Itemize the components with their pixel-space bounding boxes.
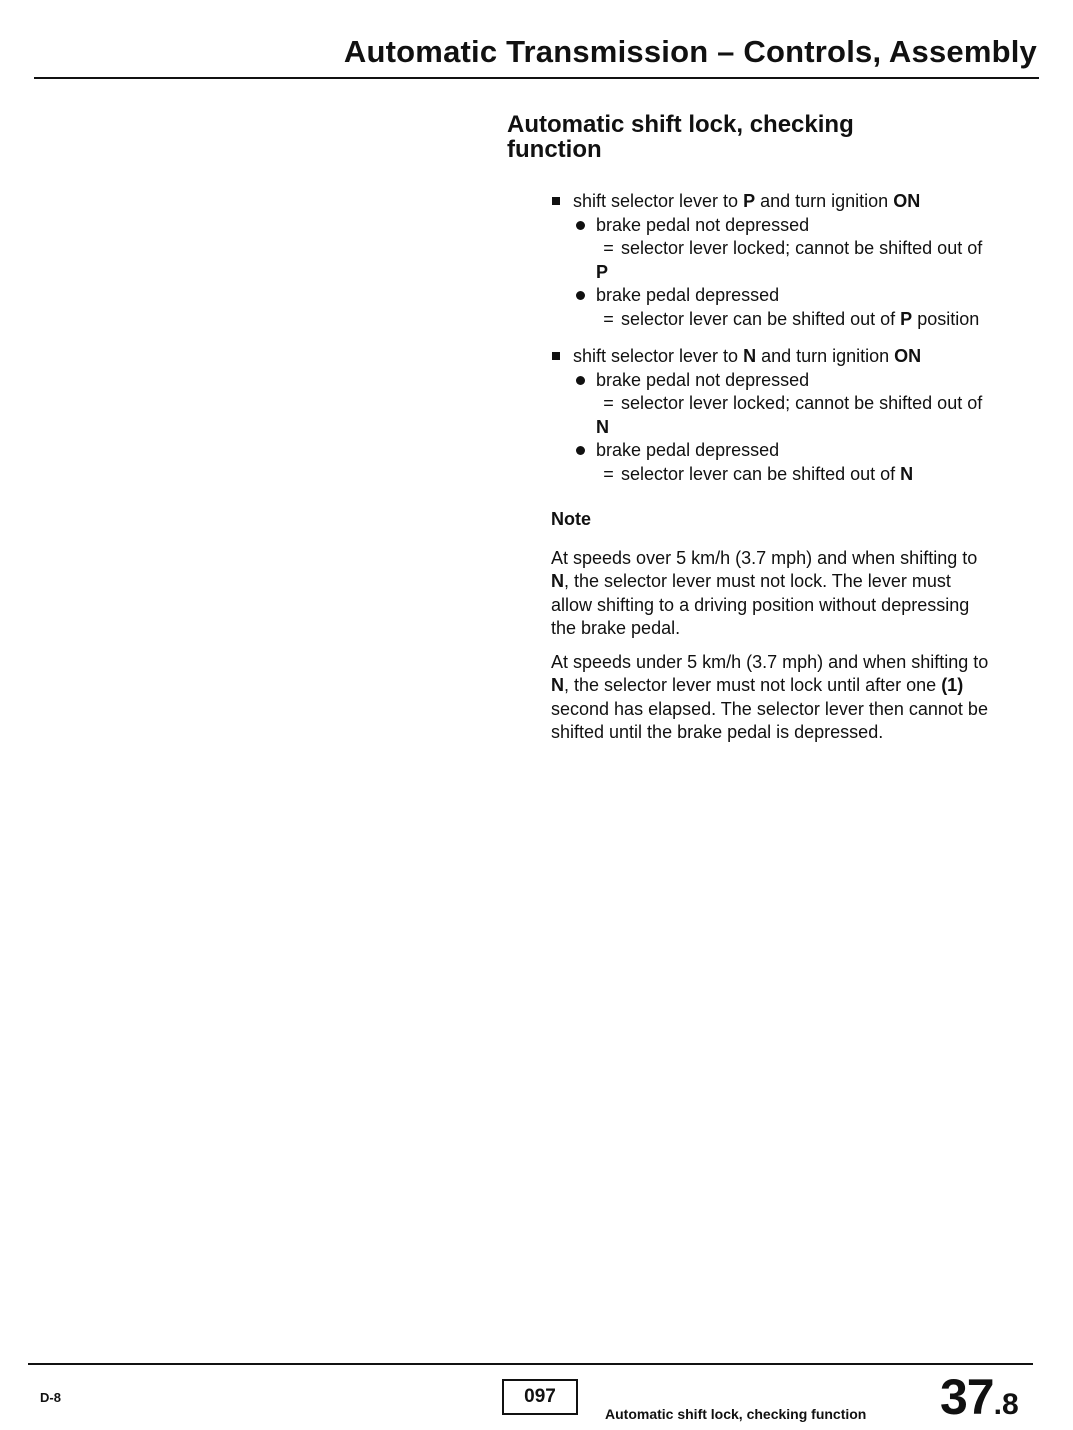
footer-code: D-8: [40, 1390, 61, 1405]
square-bullet-icon: [552, 352, 560, 360]
round-bullet-icon: [576, 291, 585, 300]
condition-result: = selector lever can be shifted out of N: [603, 463, 914, 484]
note-paragraph: At speeds over 5 km/h (3.7 mph) and when shifting to N, the selector lever must not lock. The lever must allow shifting to a driving position without depressing the brake pedal.: [551, 547, 978, 638]
condition-result: = selector lever locked; cannot be shifted out of N: [596, 393, 983, 437]
note-paragraph: At speeds under 5 km/h (3.7 mph) and when shifting to N, the selector lever must not lock until after one (1) second has elapsed. The selector lever then cannot be shifted until the brake pedal is depressed.: [551, 651, 989, 742]
section-heading: Automatic shift lock, checking function: [507, 111, 854, 163]
condition-result: = selector lever locked; cannot be shifted out of P: [596, 238, 983, 282]
condition-item: brake pedal depressed = selector lever can be shifted out of P position: [573, 284, 991, 331]
round-bullet-icon: [576, 221, 585, 230]
page-title: Automatic Transmission – Controls, Assembly: [343, 34, 1037, 69]
procedure-content: [551, 190, 991, 755]
step-instruction: shift selector lever to N and turn ignition ON: [573, 346, 922, 366]
footer-caption: Automatic shift lock, checking function: [605, 1406, 867, 1422]
page-number: 37.8: [940, 1369, 1019, 1425]
note-title: Note: [551, 509, 591, 529]
procedure-step: [551, 190, 991, 331]
condition-item: brake pedal not depressed = selector lever locked; cannot be shifted out of P: [573, 214, 991, 285]
header-divider: [34, 77, 1039, 79]
condition-item: brake pedal depressed = selector lever can be shifted out of N: [573, 439, 991, 486]
condition-item: brake pedal not depressed = selector lever locked; cannot be shifted out of N: [573, 369, 991, 440]
procedure-step: [551, 345, 991, 486]
step-instruction: shift selector lever to P and turn ignition ON: [573, 191, 921, 211]
square-bullet-icon: [552, 197, 560, 205]
round-bullet-icon: [576, 446, 585, 455]
round-bullet-icon: [576, 376, 585, 385]
footer-box-number: 097: [502, 1379, 578, 1415]
footer-divider: [28, 1363, 1033, 1365]
condition-result: = selector lever can be shifted out of P position: [603, 308, 980, 329]
